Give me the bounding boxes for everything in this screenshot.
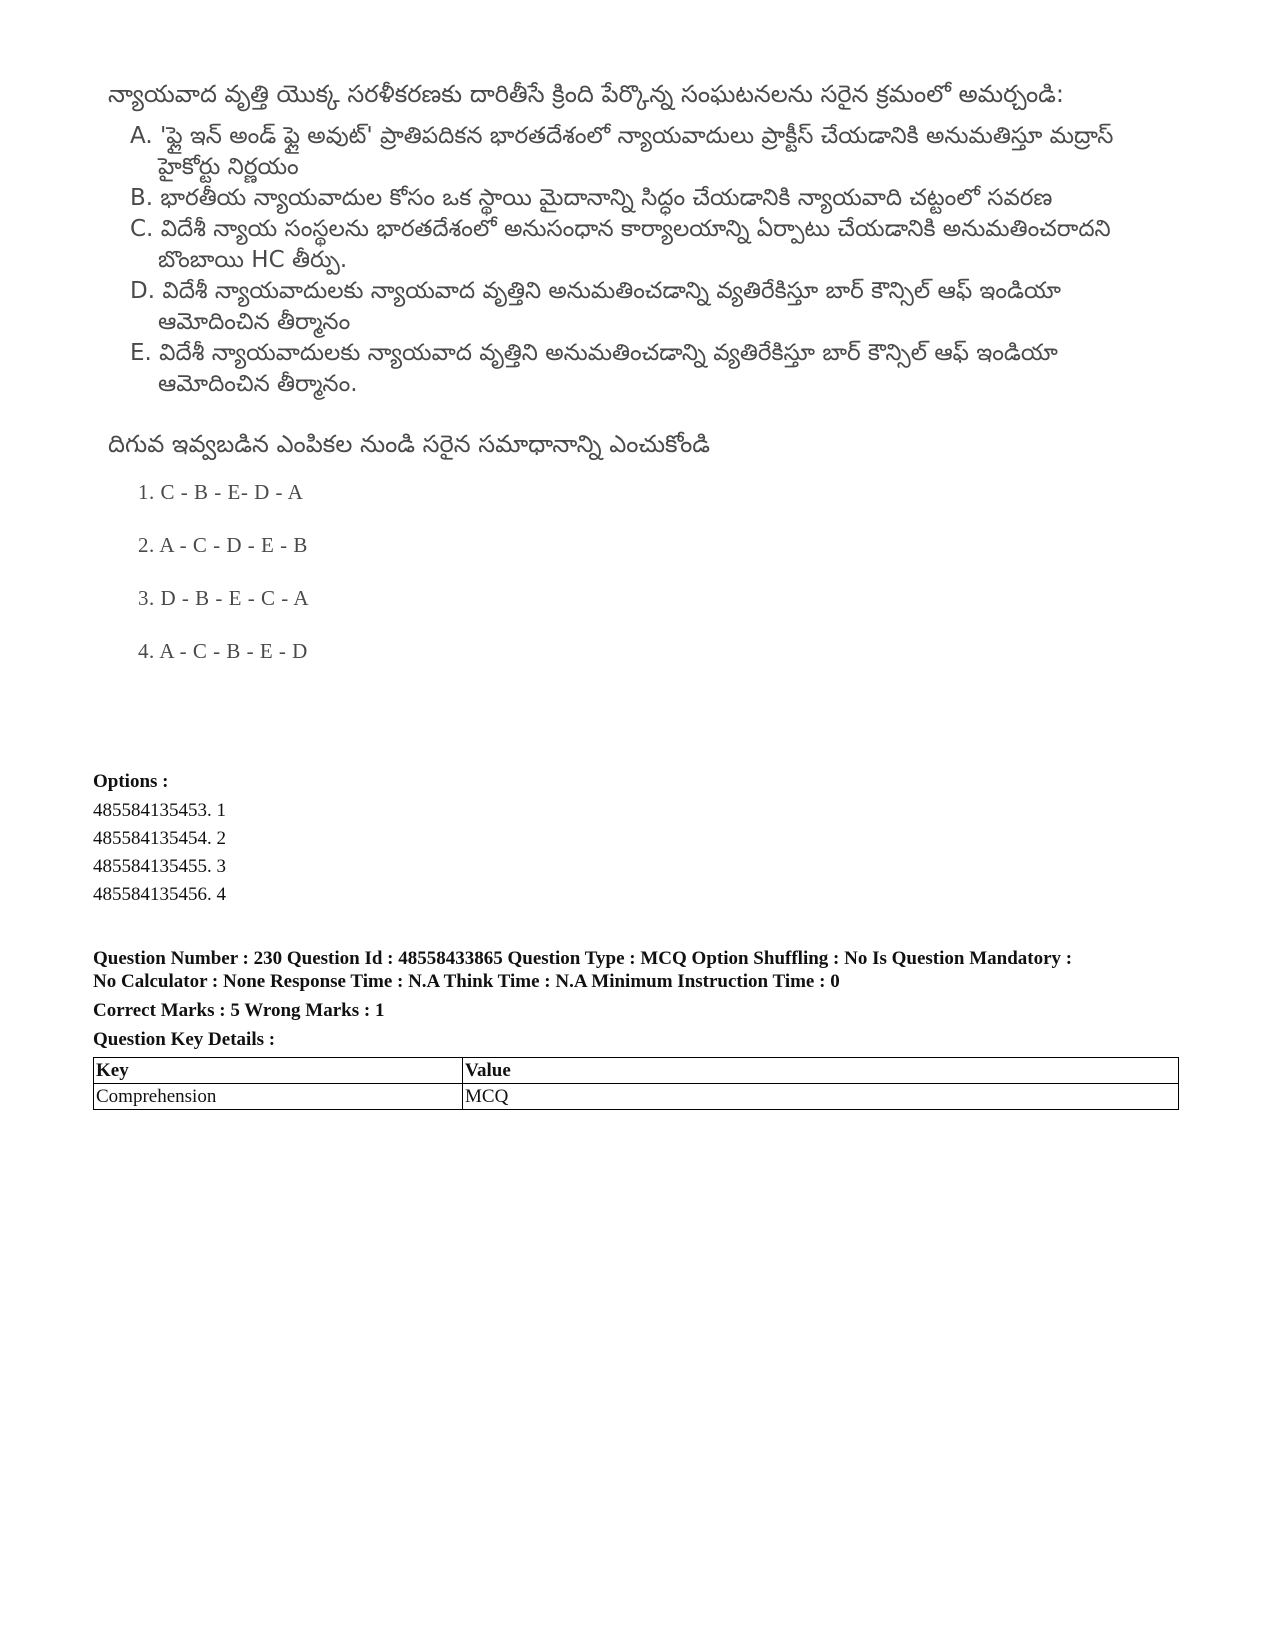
question-meta bbox=[93, 947, 1193, 1051]
question-instruction: దిగువ ఇవ్వబడిన ఎంపికల నుండి సరైన సమాధానాన్ని ఎంచుకోండి bbox=[108, 430, 711, 458]
option-item: 485584135455. 3 bbox=[93, 856, 226, 877]
table-row bbox=[94, 1084, 1179, 1110]
meta-line-1: Question Number : 230 Question Id : 48558433865 Question Type : MCQ Option Shuffling : No Is Question Mandatory : bbox=[93, 948, 1073, 969]
table-header-value: Value bbox=[463, 1058, 1179, 1084]
event-text: విదేశీ న్యాయవాదులకు న్యాయవాద వృత్తిని అనుమతించడాన్ని వ్యతిరేకిస్తూ బార్ కౌన్సిల్ ఆఫ్ ఇండియా ఆమోదించిన తీర్మానం bbox=[158, 278, 1062, 335]
event-text: విదేశీ న్యాయ సంస్థలను భారతదేశంలో అనుసంధాన కార్యాలయాన్ని ఏర్పాటు చేయడానికి అనుమతించరాదని బొంబాయి HC తీర్పు. bbox=[158, 216, 1111, 273]
table-cell-value: MCQ bbox=[463, 1084, 1179, 1110]
choice-item: 1. C - B - E- D - A bbox=[138, 480, 304, 504]
key-details-title: Question Key Details : bbox=[93, 1029, 276, 1050]
choice-item: 4. A - C - B - E - D bbox=[138, 639, 308, 663]
table-header-row bbox=[94, 1058, 1179, 1084]
event-label: D. bbox=[130, 278, 156, 304]
event-item-c bbox=[130, 214, 1138, 276]
marks-line: Correct Marks : 5 Wrong Marks : 1 bbox=[93, 1000, 385, 1021]
question-image bbox=[108, 78, 1138, 691]
question-details bbox=[93, 770, 1193, 1110]
choice-list bbox=[138, 479, 1138, 664]
choice-item: 2. A - C - D - E - B bbox=[138, 533, 308, 557]
meta-line-2: No Calculator : None Response Time : N.A Think Time : N.A Minimum Instruction Time : 0 bbox=[93, 971, 840, 992]
options-list bbox=[93, 797, 1193, 909]
event-list bbox=[130, 121, 1138, 400]
event-label: B. bbox=[130, 185, 154, 211]
event-label: A. bbox=[130, 123, 153, 149]
key-details-table bbox=[93, 1057, 1179, 1110]
option-item: 485584135456. 4 bbox=[93, 884, 226, 905]
option-item: 485584135453. 1 bbox=[93, 800, 226, 821]
event-label: E. bbox=[130, 340, 152, 366]
choice-item: 3. D - B - E - C - A bbox=[138, 586, 309, 610]
event-item-e bbox=[130, 338, 1138, 400]
event-item-d bbox=[130, 276, 1138, 338]
event-text: 'ఫ్లై ఇన్ అండ్ ఫ్లై అవుట్' ప్రాతిపదికన భారతదేశంలో న్యాయవాదులు ప్రాక్టీస్ చేయడానికి అనుమతిస్తూ మద్రాస్ హైకోర్టు నిర్ణయం bbox=[158, 123, 1114, 180]
event-text: విదేశీ న్యాయవాదులకు న్యాయవాద వృత్తిని అనుమతించడాన్ని వ్యతిరేకిస్తూ బార్ కౌన్సిల్ ఆఫ్ ఇండియా ఆమోదించిన తీర్మానం. bbox=[158, 340, 1058, 397]
table-header-key: Key bbox=[94, 1058, 463, 1084]
option-item: 485584135454. 2 bbox=[93, 828, 226, 849]
event-text: భారతీయ న్యాయవాదుల కోసం ఒక స్థాయి మైదానాన్ని సిద్ధం చేయడానికి న్యాయవాది చట్టంలో సవరణ bbox=[160, 185, 1053, 211]
event-label: C. bbox=[130, 216, 154, 242]
event-item-b bbox=[130, 183, 1138, 214]
event-item-a bbox=[130, 121, 1138, 183]
table-cell-key: Comprehension bbox=[94, 1084, 463, 1110]
question-stem: న్యాయవాద వృత్తి యొక్క సరళీకరణకు దారితీసే క్రింది పేర్కొన్న సంఘటనలను సరైన క్రమంలో అమర్చండి: bbox=[108, 80, 1064, 108]
options-title: Options : bbox=[93, 771, 169, 792]
